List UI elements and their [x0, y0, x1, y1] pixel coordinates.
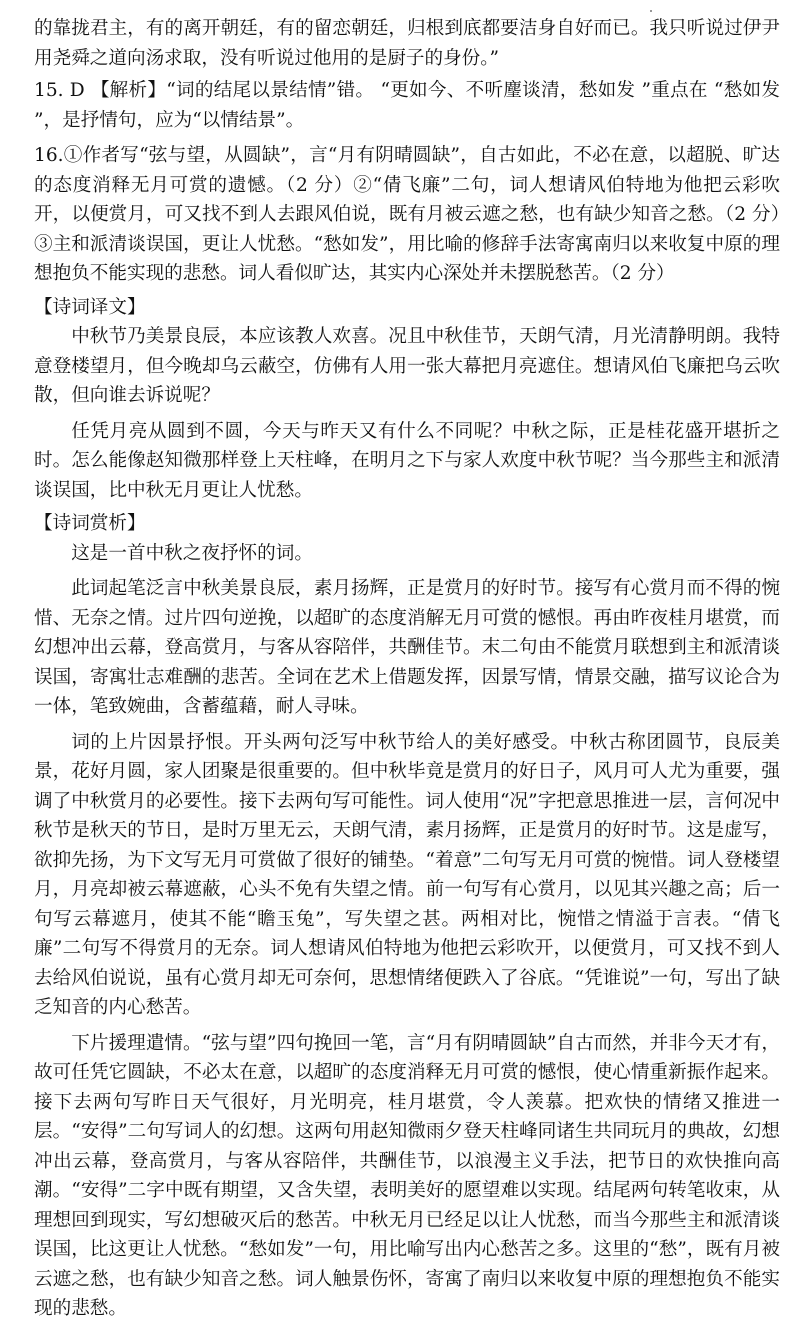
translation-paragraph-1: 中秋节乃美景良辰，本应该教人欢喜。况且中秋佳节，天朗气清，月光清静明朗。我特意登楼望月，但今晚却乌云蔽空，仿佛有人用一张大幕把月亮遮住。想请风伯飞廉把乌云吹散，但向谁去诉说呢？ [34, 326, 780, 406]
appreciation-paragraph-4: 下片援理遣情。“弦与望”四句挽回一笔，言“月有阴晴圆缺”自古而然，并非今天才有，故可任凭它圆缺，不必太在意，以超旷的态度消释无月可赏的憾恨，使心情重新振作起来。接下去两句写昨日天气很好，月光明亮，桂月堪赏，令人羡慕。把欢快的情绪又推进一层。“安得”二句写词人的幻想。这两句用赵知微雨夕登天柱峰同诸生共同玩月的典故，幻想冲出云幕，登高赏月，与客从容陪伴，共酬佳节，以浪漫主义手法，把节日的欢快推向高潮。“安得”二字中既有期望，又含失望，表明美好的愿望难以实现。结尾两句转笔收束，从理想回到现实，写幻想破灭后的愁苦。中秋无月已经足以让人忧愁，而当今那些主和派清谈误国，比这更让人忧愁。“愁如发”一句，用比喻写出内心愁苦之多。这里的“愁”，既有月被云遮之愁，也有缺少知音之愁。词人触景伤怀，寄寓了南归以来收复中原的理想抱负不能实现的悲愁。 [34, 1032, 780, 1319]
scan-speck [650, 10, 652, 12]
appreciation-heading: 【诗词赏析】 [34, 513, 146, 534]
document-page [34, 14, 780, 1324]
question-15-answer: 15. D 【解析】“词的结尾以景结情”错。 “更如今、不听麈谈清，愁如发 ”重点在 “愁如发 ”，是抒情句，应为“以情结景”。 [34, 80, 780, 131]
translation-paragraph-2: 任凭月亮从圆到不圆，今天与昨天又有什么不同呢？中秋之际，正是桂花盛开堪折之时。怎么能像赵知微那样登上天柱峰，在明月之下与家人欢度中秋节呢？当今那些主和派清谈误国，比中秋无月更让人忧愁。 [34, 420, 780, 501]
appreciation-paragraph-3: 词的上片因景抒恨。开头两句泛写中秋节给人的美好感受。中秋古称团圆节，良辰美景，花好月圆，家人团聚是很重要的。但中秋毕竟是赏月的好日子，风月可人尤为重要，强调了中秋赏月的必要性。接下去两句写可能性。词人使用“况”字把意思推进一层，言何况中秋节是秋天的节日，是时万里无云，天朗气清，素月扬辉，正是赏月的好时节。这是虚写，欲抑先扬，为下文写无月可赏做了很好的铺垫。“着意”二句写无月可赏的惋惜。词人登楼望月，月亮却被云幕遮蔽，心头不免有失望之情。前一句写有心赏月，以见其兴趣之高；后一句写云幕遮月，使其不能“瞻玉兔”，写失望之甚。两相对比，惋惜之情溢于言表。“倩飞廉”二句写不得赏月的无奈。词人想请风伯特地为他把云彩吹开，以便赏月，可又找不到人去给风伯说说，虽有心赏月却无可奈何，思想情绪便跌入了谷底。“凭谁说”一句，写出了缺乏知音的内心愁苦。 [34, 731, 780, 1018]
appreciation-paragraph-1: 这是一首中秋之夜抒怀的词。 [71, 542, 313, 564]
previous-answer-text: 的靠拢君主，有的离开朝廷，有的留恋朝廷，归根到底都要洁身自好而已。我只听说过伊尹用尧舜之道向汤求取，没有听说过他用的是厨子的身份。” [34, 18, 780, 69]
question-16-answer: 16.①作者写“弦与望，从圆缺”，言“月有阴晴圆缺”，自古如此，不必在意，以超脱、旷达的态度消释无月可赏的遗憾。（2 分）②“倩飞廉”二句，词人想请风伯特地为他把云彩吹开，以便赏月，可又找不到人去跟风伯说，既有月被云遮之愁，也有缺少知音之愁。（2 分）③主和派清谈误国，更让人忧愁。“愁如发”，用比喻的修辞手法寄寓南归以来收复中原的理想抱负不能实现的悲愁。词人看似旷达，其实内心深处并未摆脱愁苦。（2 分） [34, 145, 780, 284]
translation-heading: 【诗词译文】 [34, 296, 146, 318]
appreciation-paragraph-2: 此词起笔泛言中秋美景良辰，素月扬辉，正是赏月的好时节。接写有心赏月而不得的惋惜、无奈之情。过片四句逆挽，以超旷的态度消解无月可赏的憾恨。再由昨夜桂月堪赏，而幻想冲出云幕，登高赏月，与客从容陪伴，共酬佳节。末二句由不能赏月联想到主和派清谈误国，寄寓壮志难酬的悲苦。全词在艺术上借题发挥，因景写情，情景交融，描写议论合为一体，笔致婉曲，含蓄蕴藉，耐人寻味。 [34, 578, 780, 717]
